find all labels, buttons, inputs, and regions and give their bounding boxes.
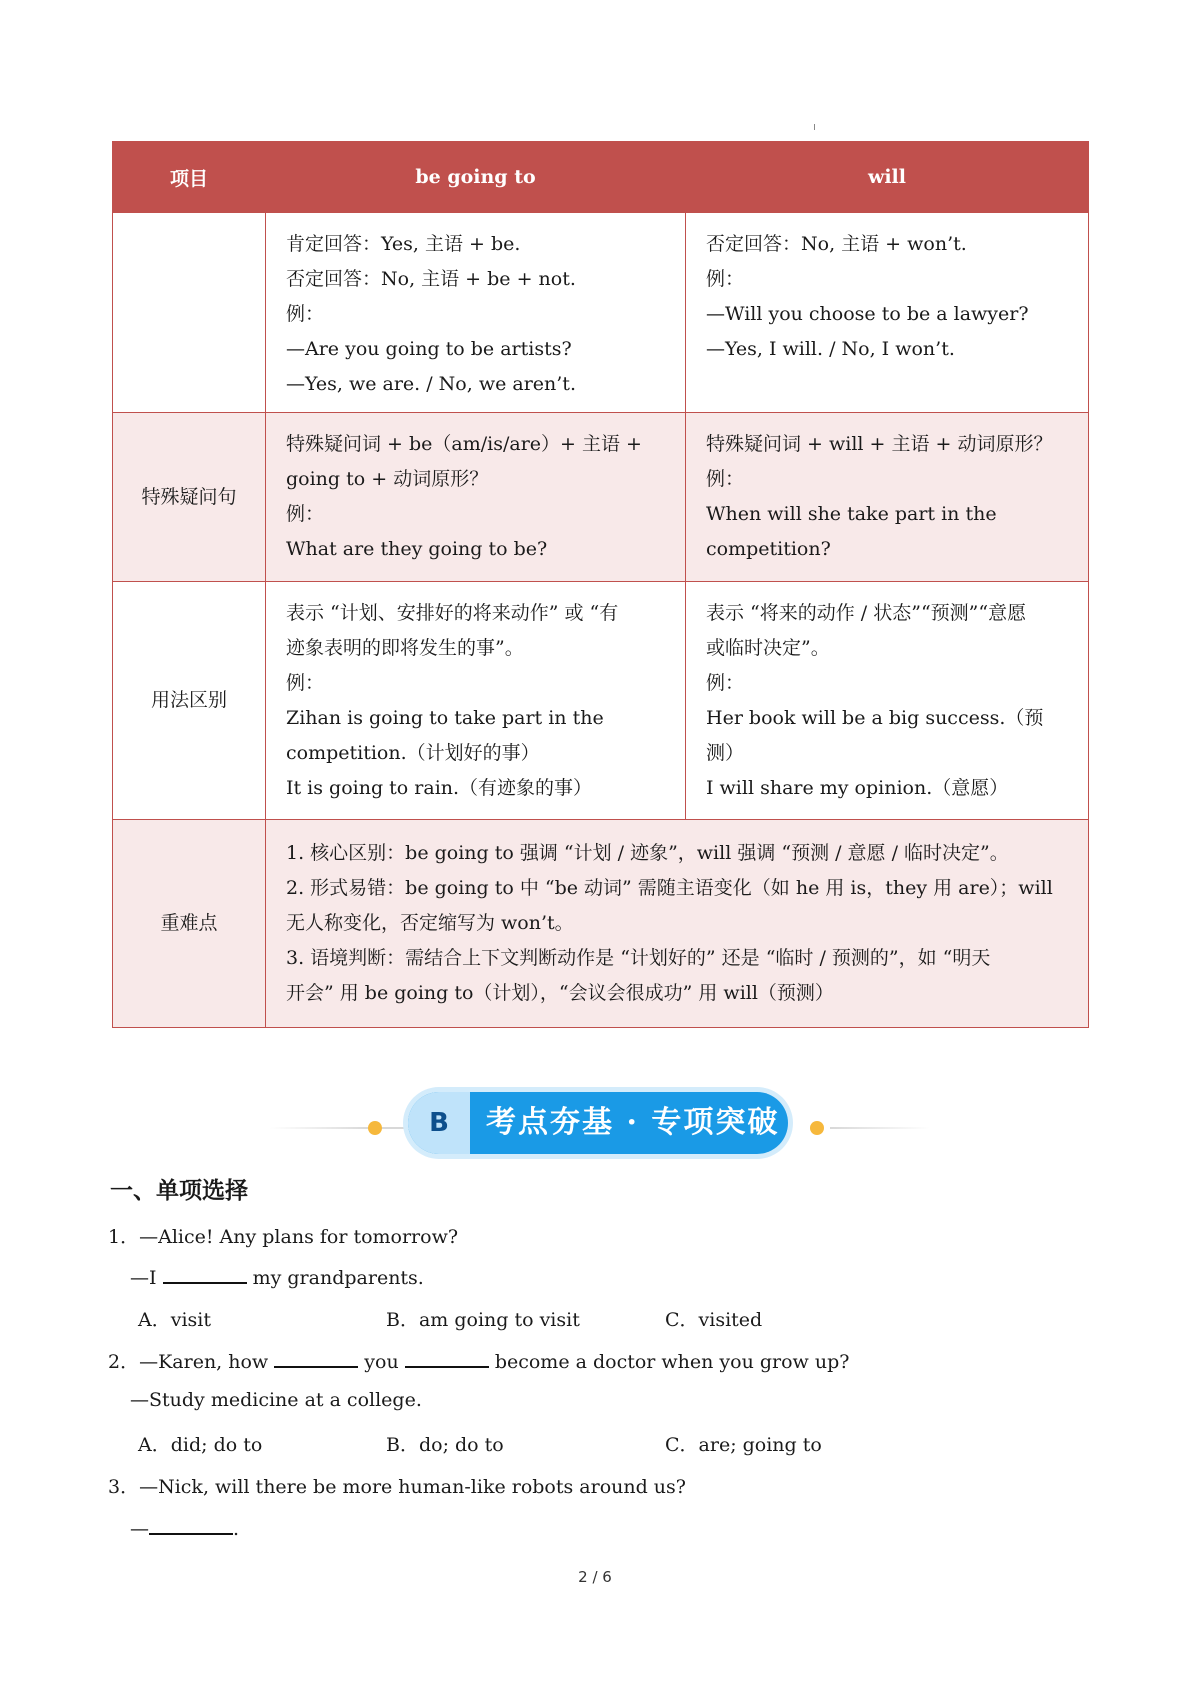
page-tick-mark xyxy=(814,124,815,130)
banner-title: 考点夯基 · 专项突破 xyxy=(486,1105,780,1140)
cell-line: 例： xyxy=(706,268,745,290)
question-text: —Alice! Any plans for tomorrow? xyxy=(139,1226,459,1248)
grammar-comparison-table xyxy=(112,141,1089,1028)
table-row-short-answers xyxy=(113,213,1089,413)
cell-line: 例： xyxy=(286,503,325,525)
cell-line: 表示 “将来的动作 / 状态”“预测”“意愿 xyxy=(706,601,1027,624)
question-text: —Nick, will there be more human-like robots around us? xyxy=(139,1476,686,1498)
question-2-line-1 xyxy=(108,1347,849,1374)
cell-line: 肯定回答：Yes, 主语 + be. xyxy=(286,233,521,255)
section-title: 一、单项选择 xyxy=(110,1177,248,1204)
banner-dot-left xyxy=(368,1121,382,1135)
question-text: you xyxy=(364,1351,399,1373)
option-a[interactable]: A．did; do to xyxy=(138,1434,263,1456)
header-item: 项目 xyxy=(113,142,266,213)
question-1-line-1 xyxy=(108,1222,458,1249)
cell-line: 或临时决定”。 xyxy=(706,636,830,659)
cell-line: 例： xyxy=(286,671,325,694)
question-text: —I xyxy=(130,1267,157,1289)
option-c[interactable]: C．visited xyxy=(665,1309,763,1331)
cell-line: 例： xyxy=(706,468,745,490)
question-text: — xyxy=(130,1518,149,1540)
going-to-cell xyxy=(266,213,686,413)
cell-line: 无人称变化，否定缩写为 won’t。 xyxy=(286,912,574,934)
cell-line: 特殊疑问词 + will + 主语 + 动词原形？ xyxy=(706,433,1053,455)
cell-line: 迹象表明的即将发生的事”。 xyxy=(286,636,524,659)
key-points-cell xyxy=(266,820,1089,1028)
cell-line: 表示 “计划、安排好的将来动作” 或 “有 xyxy=(286,601,619,624)
table-row-key-points xyxy=(113,820,1089,1028)
going-to-cell xyxy=(266,413,686,582)
cell-line: 特殊疑问词 + be（am/is/are）+ 主语 + xyxy=(286,433,642,455)
question-1-line-2 xyxy=(130,1264,424,1289)
will-cell xyxy=(686,213,1089,413)
row-label xyxy=(113,213,266,413)
cell-line: What are they going to be? xyxy=(286,538,548,560)
cell-line: Zihan is going to take part in the xyxy=(286,706,604,729)
option-a[interactable]: A．visit xyxy=(138,1309,211,1331)
header-be-going-to: be going to xyxy=(266,142,686,213)
cell-line: 1. 核心区别：be going to 强调 “计划 / 迹象”，will 强调 “预测 / 意愿 / 临时决定”。 xyxy=(286,842,1009,864)
cell-line: competition.（计划好的事） xyxy=(286,741,540,764)
question-number: 3． xyxy=(108,1476,140,1498)
question-text: —Karen, how xyxy=(139,1351,269,1373)
cell-line: 例： xyxy=(286,303,325,325)
cell-line: When will she take part in the xyxy=(706,503,997,525)
cell-line: 否定回答：No, 主语 + be + not. xyxy=(286,268,576,290)
will-cell xyxy=(686,582,1089,820)
cell-line: going to + 动词原形？ xyxy=(286,468,489,490)
cell-line: 开会” 用 be going to（计划），“会议会很成功” 用 will（预测） xyxy=(286,982,834,1004)
banner-line-right xyxy=(830,1127,930,1129)
table-row-usage xyxy=(113,582,1089,820)
cell-line: —Will you choose to be a lawyer? xyxy=(706,303,1029,325)
cell-line: Her book will be a big success.（预测） xyxy=(706,706,1044,764)
row-label: 重难点 xyxy=(113,820,266,1028)
cell-line: competition? xyxy=(706,538,831,560)
option-b[interactable]: B．do; do to xyxy=(386,1434,504,1456)
cell-line: —Yes, I will. / No, I won’t. xyxy=(706,338,955,360)
question-number: 2． xyxy=(108,1351,140,1373)
row-label: 用法区别 xyxy=(113,582,266,820)
cell-line: 3. 语境判断：需结合上下文判断动作是 “计划好的” 还是 “临时 / 预测的”，如 “明天 xyxy=(286,947,991,969)
question-text: my grandparents. xyxy=(252,1267,424,1289)
question-3-line-1 xyxy=(108,1472,686,1499)
cell-line: It is going to rain.（有迹象的事） xyxy=(286,776,593,799)
cell-line: —Are you going to be artists? xyxy=(286,338,572,360)
page-number: 2 / 6 xyxy=(578,1568,612,1586)
cell-line: 否定回答：No, 主语 + won’t. xyxy=(706,233,967,255)
question-2-line-2: —Study medicine at a college. xyxy=(130,1389,422,1411)
banner-letter: B xyxy=(408,1092,470,1154)
question-3-line-2 xyxy=(130,1515,239,1540)
cell-line: —Yes, we are. / No, we aren’t. xyxy=(286,373,576,395)
option-b[interactable]: B．am going to visit xyxy=(386,1309,580,1331)
header-will: will xyxy=(686,142,1089,213)
question-number: 1． xyxy=(108,1226,140,1248)
answer-blank[interactable] xyxy=(149,1515,233,1535)
banner-pill xyxy=(408,1092,788,1154)
cell-line: I will share my opinion.（意愿） xyxy=(706,776,1009,799)
row-label: 特殊疑问句 xyxy=(113,413,266,582)
answer-blank[interactable] xyxy=(274,1348,358,1368)
going-to-cell xyxy=(266,582,686,820)
section-banner xyxy=(270,1092,930,1166)
will-cell xyxy=(686,413,1089,582)
cell-line: 2. 形式易错：be going to 中 “be 动词” 需随主语变化（如 he 用 is，they 用 are）；will xyxy=(286,877,1053,899)
question-text: . xyxy=(233,1518,240,1540)
banner-dot-right xyxy=(810,1121,824,1135)
answer-blank[interactable] xyxy=(163,1264,247,1284)
table-row-wh-questions xyxy=(113,413,1089,582)
banner-line-left xyxy=(270,1127,370,1129)
option-c[interactable]: C．are; going to xyxy=(665,1434,822,1456)
table-header-row xyxy=(113,142,1089,213)
question-text: become a doctor when you grow up? xyxy=(494,1351,850,1373)
answer-blank[interactable] xyxy=(405,1348,489,1368)
cell-line: 例： xyxy=(706,671,745,694)
